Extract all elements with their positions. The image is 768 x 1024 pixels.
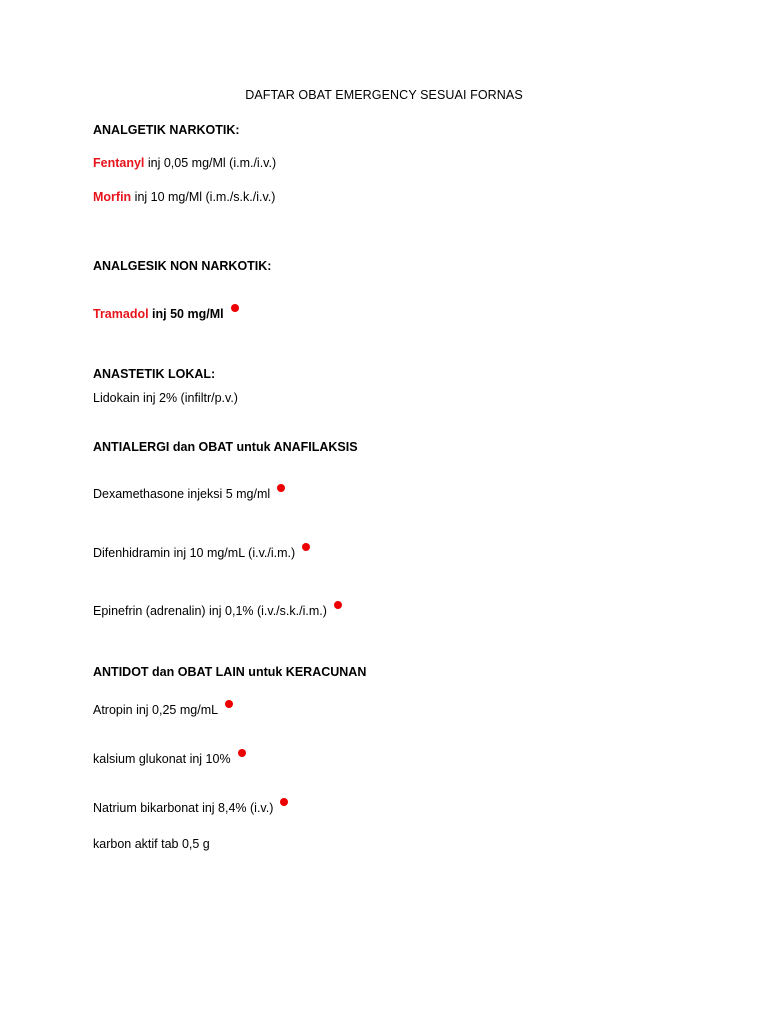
section-heading-anastetik-lokal: ANASTETIK LOKAL: bbox=[93, 367, 216, 381]
red-bullet-icon bbox=[238, 749, 246, 757]
drug-detail-fentanyl: inj 0,05 mg/Ml (i.m./i.v.) bbox=[144, 156, 277, 170]
drug-text-kalsium-glukonat: kalsium glukonat inj 10% bbox=[93, 752, 231, 766]
drug-name-morfin: Morfin bbox=[93, 190, 132, 204]
drug-name-fentanyl: Fentanyl bbox=[93, 156, 145, 170]
drug-line-morfin bbox=[93, 189, 275, 205]
red-bullet-icon bbox=[334, 601, 342, 609]
drug-line-lidokain: Lidokain inj 2% (infiltr/p.v.) bbox=[93, 391, 238, 405]
drug-text-difenhidramin: Difenhidramin inj 10 mg/mL (i.v./i.m.) bbox=[93, 546, 296, 560]
drug-detail-tramadol: inj 50 mg/Ml bbox=[148, 307, 224, 321]
drug-line-difenhidramin bbox=[93, 545, 310, 561]
drug-line-natrium-bikarbonat bbox=[93, 800, 288, 816]
section-heading-analgesik-non-narkotik: ANALGESIK NON NARKOTIK: bbox=[93, 259, 272, 273]
section-heading-antialergi: ANTIALERGI dan OBAT untuk ANAFILAKSIS bbox=[93, 440, 358, 454]
section-heading-analgetik-narkotik: ANALGETIK NARKOTIK: bbox=[93, 123, 240, 137]
drug-line-tramadol bbox=[93, 306, 239, 322]
drug-line-karbon-aktif: karbon aktif tab 0,5 g bbox=[93, 837, 210, 851]
red-bullet-icon bbox=[231, 304, 239, 312]
red-bullet-icon bbox=[277, 484, 285, 492]
red-bullet-icon bbox=[225, 700, 233, 708]
drug-line-atropin bbox=[93, 702, 233, 718]
drug-detail-morfin: inj 10 mg/Ml (i.m./s.k./i.v.) bbox=[131, 190, 276, 204]
drug-line-kalsium-glukonat bbox=[93, 751, 246, 767]
red-bullet-icon bbox=[302, 543, 310, 551]
drug-line-epinefrin bbox=[93, 603, 342, 619]
drug-text-natrium-bikarbonat: Natrium bikarbonat inj 8,4% (i.v.) bbox=[93, 801, 274, 815]
drug-name-tramadol: Tramadol bbox=[93, 307, 149, 321]
drug-text-atropin: Atropin inj 0,25 mg/mL bbox=[93, 703, 219, 717]
section-heading-antidot: ANTIDOT dan OBAT LAIN untuk KERACUNAN bbox=[93, 665, 367, 679]
drug-line-fentanyl bbox=[93, 155, 276, 171]
drug-text-dexamethasone: Dexamethasone injeksi 5 mg/ml bbox=[93, 487, 271, 501]
document-title: DAFTAR OBAT EMERGENCY SESUAI FORNAS bbox=[245, 88, 523, 102]
drug-text-epinefrin: Epinefrin (adrenalin) inj 0,1% (i.v./s.k./i.m.) bbox=[93, 604, 327, 618]
drug-line-dexamethasone bbox=[93, 486, 285, 502]
red-bullet-icon bbox=[280, 798, 288, 806]
